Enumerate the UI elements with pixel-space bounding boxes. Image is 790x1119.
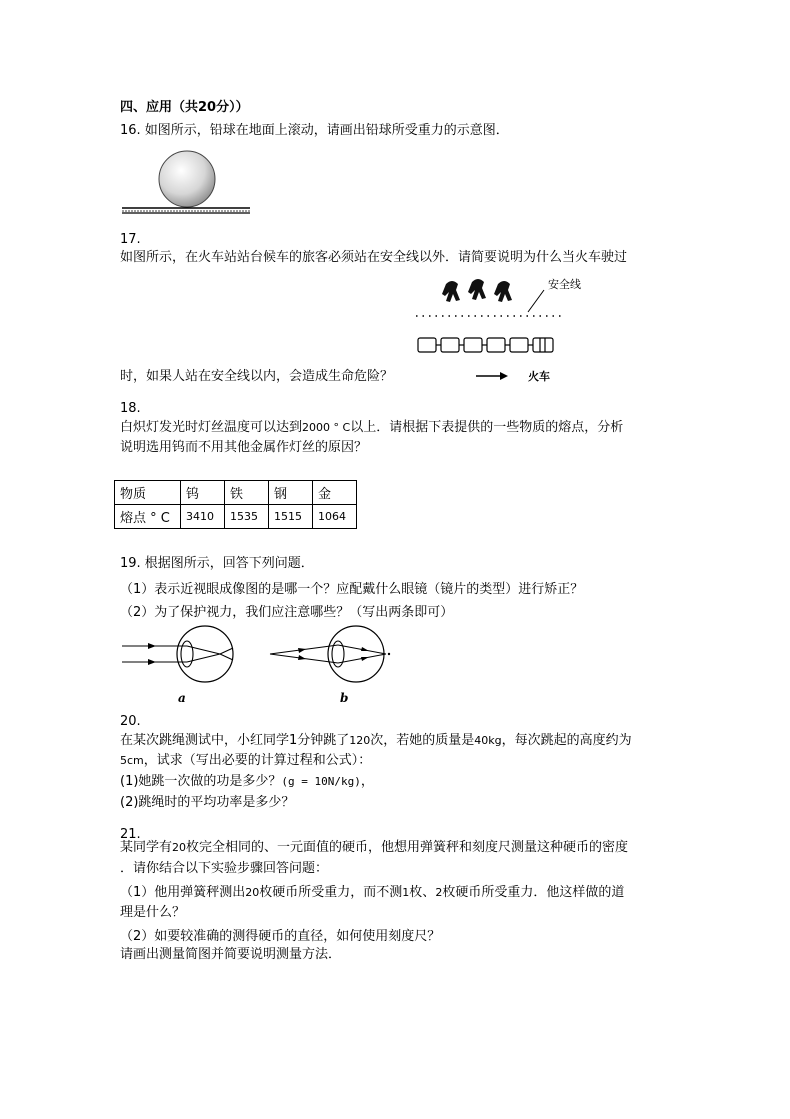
q21-part1: （1）他用弹簧秤测出20枚硬币所受重力，而不测1枚、2枚硬币所受重力．他这样做的道 — [120, 885, 625, 900]
shot-put-figure — [120, 150, 255, 216]
q17-line1: 如图所示，在火车站站台候车的旅客必须站在安全线以外．请简要说明为什么当火车驶过 — [120, 250, 628, 265]
table-cell: 1064 — [313, 505, 357, 529]
q18-line1: 白炽灯发光时灯丝温度可以达到2000 ° C以上．请根据下表提供的一些物质的熔点，分析 — [120, 420, 624, 435]
safety-line-pointer — [528, 290, 544, 312]
table-cell: 3410 — [181, 505, 225, 529]
q20-part2: (2)跳绳时的平均功率是多少？ — [120, 795, 295, 810]
melting-point-table — [114, 480, 357, 529]
table-header-cell: 钢 — [269, 481, 313, 505]
q21-part2: （2）如要较准确的测得硬币的直径，如何使用刻度尺？ — [120, 929, 441, 944]
diagram-b-label: b — [340, 691, 349, 705]
q20-line1: 在某次跳绳测试中，小红同学1分钟跳了120次，若她的质量是40kg，每次跳起的高度约为 — [120, 733, 632, 748]
q17-line2: 时，如果人站在安全线以内，会造成生命危险？ — [120, 369, 394, 384]
q21-line2: ．请你结合以下实验步骤回答问题： — [120, 861, 329, 876]
q16-text: 16. 如图所示，铅球在地面上滚动，请画出铅球所受重力的示意图． — [120, 123, 509, 138]
passenger-icon — [442, 279, 512, 302]
q18-line2: 说明选用钨而不用其他金属作灯丝的原因？ — [120, 440, 368, 455]
q18-number: 18. — [120, 401, 141, 416]
train-station-figure — [414, 276, 594, 384]
table-header-cell: 金 — [313, 481, 357, 505]
q21-instruction: 请画出测量简图并简要说明测量方法． — [120, 947, 342, 962]
q20-part1: (1)她跳一次做的功是多少？(g = 10N/kg)， — [120, 774, 374, 789]
eye-diagram-a — [120, 626, 240, 708]
train — [418, 338, 553, 352]
table-cell: 熔点 ° C — [115, 505, 181, 529]
diagram-a-label: a — [178, 691, 186, 705]
eye-diagram-b — [268, 626, 403, 708]
shot-put-ball — [159, 151, 215, 207]
train-label: 火车 — [528, 370, 550, 383]
table-cell: 1515 — [269, 505, 313, 529]
table-header-cell: 钨 — [181, 481, 225, 505]
table-row — [115, 505, 357, 529]
table-cell: 1535 — [225, 505, 269, 529]
q21-number: 21. — [120, 827, 141, 842]
safety-line-label: 安全线 — [548, 278, 581, 291]
section-title: 四、应用（共20分）） — [120, 100, 249, 115]
table-row — [115, 481, 357, 505]
table-header-cell: 铁 — [225, 481, 269, 505]
q21-part1-cont: 理是什么？ — [120, 905, 186, 920]
q19-intro: 19. 根据图所示，回答下列问题． — [120, 556, 314, 571]
q19-part2: （2）为了保护视力，我们应注意哪些？（写出两条即可） — [120, 605, 454, 620]
q21-line1: 某同学有20枚完全相同的、一元面值的硬币，他想用弹簧秤和刻度尺测量这种硬币的密度 — [120, 840, 629, 855]
table-header-cell: 物质 — [115, 481, 181, 505]
q17-number: 17. — [120, 232, 141, 247]
q20-number: 20. — [120, 714, 141, 729]
q19-part1: （1）表示近视眼成像图的是哪一个？应配戴什么眼镜（镜片的类型）进行矫正？ — [120, 582, 584, 597]
direction-arrow-icon — [476, 372, 508, 380]
q20-line2: 5cm，试求（写出必要的计算过程和公式）： — [120, 753, 372, 768]
